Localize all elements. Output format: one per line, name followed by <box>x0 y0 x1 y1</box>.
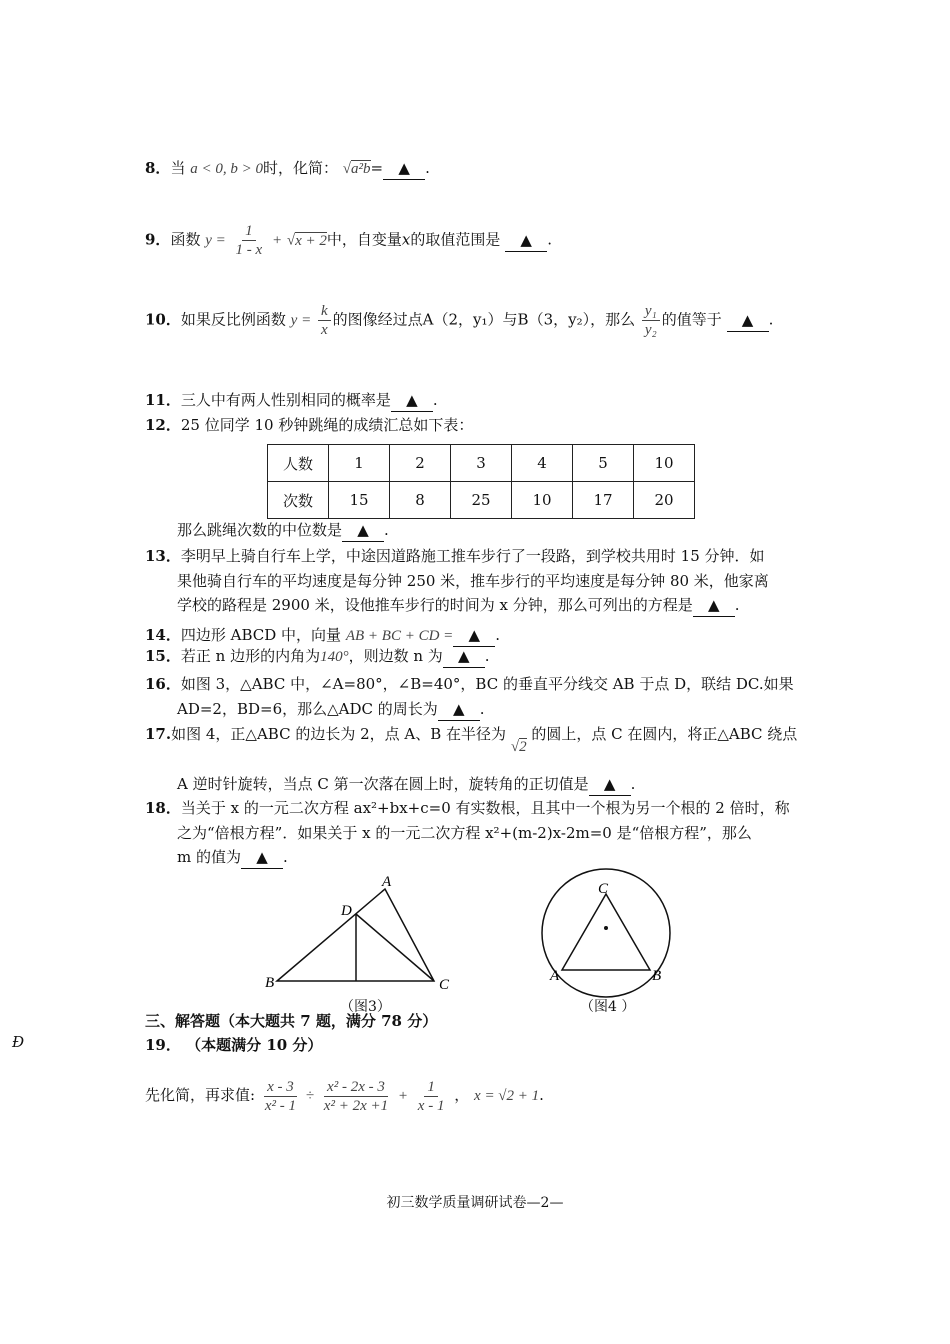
label-c: C <box>439 977 450 993</box>
q16-answer-blank[interactable]: ▲ <box>438 698 480 721</box>
q10-point-a: A（2，y₁）与 <box>422 310 518 329</box>
q8-answer-blank[interactable]: ▲ <box>383 157 425 180</box>
question-14 <box>145 624 500 647</box>
label-b: B <box>652 968 662 984</box>
equilateral-triangle <box>562 894 650 970</box>
q19-fraction-1 <box>262 1078 299 1115</box>
q12-after <box>177 519 389 542</box>
q19-f3-den: x - 1 <box>417 1097 445 1114</box>
q12-answer-blank[interactable]: ▲ <box>342 519 384 542</box>
q19-condition: x = √2 + 1 <box>474 1088 540 1104</box>
q19-f2-den: x² + 2x +1 <box>323 1097 389 1114</box>
q15-number: 15． <box>145 647 181 665</box>
table-cell: 10 <box>634 445 695 482</box>
figure-4 <box>535 862 685 992</box>
question-16 <box>145 673 794 695</box>
q13-number: 13． <box>145 547 181 565</box>
q17-number: 17. <box>145 725 172 743</box>
q9-plus: + <box>271 232 283 249</box>
q17-line2 <box>177 773 635 796</box>
margin-marker: Ð <box>12 1033 25 1051</box>
table-cell: 17 <box>573 482 634 519</box>
question-10 <box>145 302 773 339</box>
question-13 <box>145 545 765 567</box>
q13-line1: 李明早上骑自行车上学，中途因道路施工推车步行了一段路，到学校共用时 15 分钟．如 <box>180 547 765 565</box>
question-17 <box>145 723 798 755</box>
question-9 <box>145 222 552 259</box>
q14-number: 14． <box>145 626 181 644</box>
center-dot <box>604 926 608 930</box>
question-15 <box>145 645 490 668</box>
q13-end: . <box>734 596 740 614</box>
q15-pre: 若正 n 边形的内角为 <box>180 647 321 665</box>
q10-ratio-num: y₁ <box>642 302 660 321</box>
table-row <box>268 482 695 519</box>
q19-plus: + <box>397 1088 409 1104</box>
q13-line2: 果他骑自行车的平均速度是每分钟 250 米，推车步行的平均速度是每分钟 80 米，他家离 <box>177 572 769 590</box>
q18-line2: 之为“倍根方程”．如果关于 x 的一元二次方程 x²+(m-2)x-2m=0 是“倍根方程”，那么 <box>177 824 752 842</box>
q10-fraction <box>318 302 331 339</box>
q12-number: 12． <box>145 416 181 434</box>
q8-number: 8． <box>145 159 171 177</box>
q9-frac-num: 1 <box>242 222 256 241</box>
q17-end: . <box>630 775 636 793</box>
q10-number: 10． <box>145 310 181 329</box>
section-3-heading: 三、解答题（本大题共 7 题，满分 78 分） <box>145 1012 438 1030</box>
q10-post: 的值等于 <box>661 310 722 329</box>
q10-answer-blank[interactable]: ▲ <box>727 309 769 332</box>
q10-ratio-den: y₂ <box>644 322 657 338</box>
label-b: B <box>265 975 275 991</box>
question-18 <box>145 797 790 819</box>
q17-sqrt: √2 <box>510 739 527 755</box>
q19-f3-num: 1 <box>424 1078 438 1097</box>
q19-divide: ÷ <box>305 1088 315 1104</box>
table-cell: 25 <box>451 482 512 519</box>
table-cell: 人数 <box>268 445 329 482</box>
q8-mid: 时，化简： <box>262 159 338 177</box>
q14-vector-expr: AB + BC + CD = <box>345 628 454 644</box>
q11-answer-blank[interactable]: ▲ <box>391 389 433 412</box>
table-cell: 8 <box>390 482 451 519</box>
q13-answer-blank[interactable]: ▲ <box>693 594 735 617</box>
q17-pre: 如图 4，正△ABC 的边长为 2，点 A、B 在半径为 <box>171 725 507 743</box>
q15-answer-blank[interactable]: ▲ <box>443 645 485 668</box>
page-footer: 初三数学质量调研试卷—2— <box>386 1195 564 1211</box>
q18-line3-text: m 的值为 <box>177 848 241 866</box>
q18-line1: 当关于 x 的一元二次方程 ax²+bx+c=0 有实数根，且其中一个根为另一个根的 2 倍时，称 <box>180 799 790 817</box>
q18-answer-blank[interactable]: ▲ <box>241 846 283 869</box>
q9-var: x <box>401 230 411 249</box>
label-d: D <box>341 903 352 919</box>
table-row <box>268 445 695 482</box>
q17-answer-blank[interactable]: ▲ <box>589 773 631 796</box>
q10-end: . <box>768 310 774 329</box>
table-cell: 2 <box>390 445 451 482</box>
q9-number: 9． <box>145 230 171 249</box>
table-cell: 3 <box>451 445 512 482</box>
q8-sqrt: √a²b <box>342 161 371 177</box>
q12-end: . <box>384 521 389 539</box>
q19-f1-num: x - 3 <box>264 1078 297 1097</box>
question-11 <box>145 389 438 412</box>
q8-eq: = <box>370 159 384 177</box>
q10-point-b: B（3，y₂），那么 <box>517 310 636 329</box>
q19-end: . <box>539 1086 544 1104</box>
q10-pre: 如果反比例函数 <box>180 310 286 329</box>
q17-radicand: 2 <box>519 739 527 755</box>
q11-number: 11． <box>145 391 181 409</box>
label-a: A <box>550 968 560 984</box>
table-cell: 15 <box>329 482 390 519</box>
question-8 <box>145 157 430 180</box>
table-cell: 次数 <box>268 482 329 519</box>
q12-after-text: 那么跳绳次数的中位数是 <box>177 521 343 539</box>
q11-text: 三人中有两人性别相同的概率是 <box>180 391 391 409</box>
q16-line1: 如图 3，△ABC 中，∠A=80°，∠B=40°，BC 的垂直平分线交 AB 于点 D，联结 DC.如果 <box>180 675 794 693</box>
q9-frac-den: 1 - x <box>235 242 263 258</box>
q17-line2-text: A 逆时针旋转，当点 C 第一次落在圆上时，旋转角的正切值是 <box>177 775 589 793</box>
q9-answer-blank[interactable]: ▲ <box>505 229 547 252</box>
q8-end: . <box>425 159 430 177</box>
q9-fraction <box>233 222 266 259</box>
q16-number: 16． <box>145 675 181 693</box>
q18-number: 18． <box>145 799 181 817</box>
q10-ratio <box>642 302 660 339</box>
table-cell: 10 <box>512 482 573 519</box>
q19-heading: 19． （本题满分 10 分） <box>145 1036 323 1054</box>
q16-line2 <box>177 698 485 721</box>
q19-pre: 先化简，再求值: <box>145 1086 256 1104</box>
table-cell: 4 <box>512 445 573 482</box>
question-12 <box>145 414 473 436</box>
q18-end: . <box>283 848 288 866</box>
q13-line3-text: 学校的路程是 2900 米，设他推车步行的时间为 x 分钟，那么可列出的方程是 <box>177 596 693 614</box>
q10-frac-num: k <box>318 302 331 321</box>
q17-post: 的圆上，点 C 在圆内，将正△ABC 绕点 <box>531 725 798 743</box>
q10-mid: 的图像经过点 <box>332 310 423 329</box>
q19-fraction-3 <box>415 1078 448 1115</box>
q19-f2-num: x² - 2x - 3 <box>324 1078 388 1097</box>
label-a: A <box>382 874 392 890</box>
q9-post: 的取值范围是 <box>410 230 501 249</box>
q19-comma: ， <box>454 1086 470 1104</box>
q10-lhs: y = <box>290 312 312 329</box>
q15-end: . <box>484 647 490 665</box>
q9-radicand: x + 2 <box>295 232 327 249</box>
q9-lhs: y = <box>205 232 226 249</box>
score-table <box>267 444 695 519</box>
q15-post: ，则边数 n 为 <box>348 647 443 665</box>
table-cell: 20 <box>634 482 695 519</box>
q13-line3 <box>177 594 740 617</box>
figure-4-caption: （图4 ） <box>580 999 636 1015</box>
figure-3-caption: （图3） <box>340 999 391 1015</box>
q9-sqrt: √x + 2 <box>286 232 327 249</box>
q19-fraction-2 <box>321 1078 391 1115</box>
q18-line3 <box>177 846 288 869</box>
q10-frac-den: x <box>320 322 328 338</box>
q14-end: . <box>495 626 501 644</box>
q19-f1-den: x² - 1 <box>264 1097 296 1114</box>
q8-pre: 当 <box>170 159 186 177</box>
q8-condition: a < 0, b > 0 <box>190 161 263 177</box>
q11-end: . <box>432 391 438 409</box>
q12-text: 25 位同学 10 秒钟跳绳的成绩汇总如下表： <box>180 416 474 434</box>
q9-pre: 函数 <box>170 230 201 249</box>
q14-answer-blank[interactable]: ▲ <box>453 624 495 647</box>
q9-mid: 中，自变量 <box>326 230 402 249</box>
label-c: C <box>598 881 609 897</box>
question-19 <box>145 1074 544 1117</box>
q9-end: . <box>547 230 552 249</box>
q15-angle: 140° <box>320 649 349 665</box>
table-cell: 5 <box>573 445 634 482</box>
q16-end: . <box>479 700 485 718</box>
segment-dc <box>356 914 434 981</box>
figure-3 <box>260 870 460 1000</box>
q14-pre: 四边形 ABCD 中，向量 <box>180 626 342 644</box>
table-cell: 1 <box>329 445 390 482</box>
q16-line2-text: AD=2，BD=6，那么△ADC 的周长为 <box>177 700 438 718</box>
q8-radicand: a²b <box>351 161 371 177</box>
